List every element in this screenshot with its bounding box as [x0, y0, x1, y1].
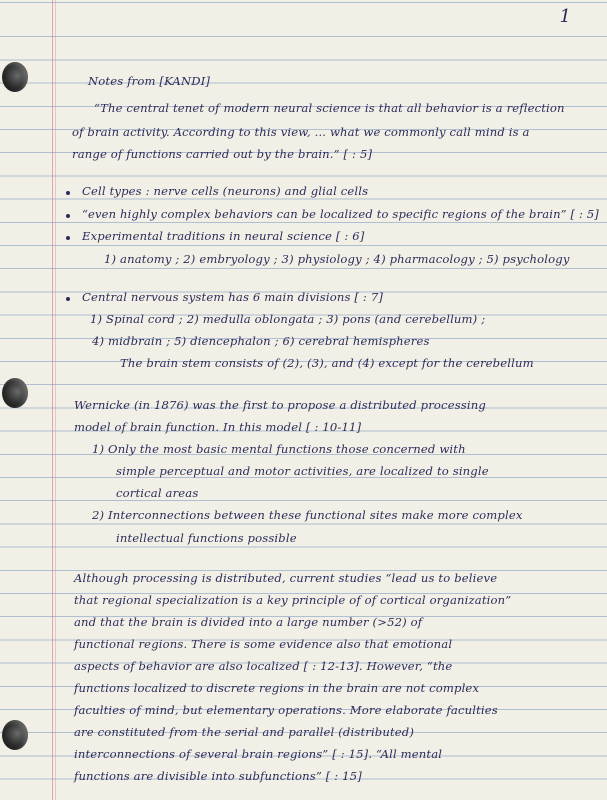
para-line-1: Although processing is distributed, current studies “lead us to believe	[74, 571, 498, 585]
binder-hole-top	[2, 62, 28, 92]
model-point-2a: 2) Interconnections between these functional sites make more complex	[92, 508, 523, 522]
page-number: 1	[559, 6, 571, 27]
experimental-traditions: Experimental traditions in neural science [ : 6]	[82, 229, 365, 243]
tradition-list: 1) anatomy ; 2) embryology ; 3) physiology ; 4) pharmacology ; 5) psychology	[104, 252, 570, 266]
wernicke-line-2: model of brain function. In this model [ : 10-11]	[74, 420, 362, 434]
binder-hole-middle	[2, 378, 28, 408]
para-line-6: functions localized to discrete regions in the brain are not complex	[74, 681, 480, 695]
bullet-complex-behaviors	[66, 214, 70, 218]
para-line-2: that regional specialization is a key principle of of cortical organization”	[74, 593, 512, 607]
model-point-1a: 1) Only the most basic mental functions those concerned with	[92, 442, 466, 456]
quote-line-2: of brain activity. According to this view, ... what we commonly call mind is a	[72, 125, 530, 139]
quote-line-3: range of functions carried out by the brain.” [ : 5]	[72, 147, 373, 161]
cell-types: Cell types : nerve cells (neurons) and glial cells	[82, 184, 369, 198]
bullet-cns	[66, 297, 70, 301]
para-line-10: functions are divisible into subfunctions” [ : 15]	[74, 769, 362, 783]
cns-divisions: Central nervous system has 6 main divisions [ : 7]	[82, 290, 384, 304]
margin-line	[52, 0, 53, 800]
para-line-3: and that the brain is divided into a large number (>52) of	[74, 615, 423, 629]
bullet-cell-types	[66, 191, 70, 195]
brain-stem-note: The brain stem consists of (2), (3), and (4) except for the cerebellum	[120, 356, 534, 370]
binder-hole-bottom	[2, 720, 28, 750]
para-line-5: aspects of behavior are also localized [ : 12-13]. However, “the	[74, 659, 453, 673]
para-line-7: faculties of mind, but elementary operations. More elaborate faculties	[74, 703, 498, 717]
margin-line-inner	[55, 0, 56, 800]
para-line-4: functional regions. There is some evidence also that emotional	[74, 637, 453, 651]
division-list-2: 4) midbrain ; 5) diencephalon ; 6) cerebral hemispheres	[92, 334, 430, 348]
division-list-1: 1) Spinal cord ; 2) medulla oblongata ; 3) pons (and cerebellum) ;	[90, 312, 486, 326]
model-point-2b: intellectual functions possible	[116, 531, 297, 545]
complex-behaviors: “even highly complex behaviors can be localized to specific regions of the brain” [ : 5]	[82, 207, 599, 221]
wernicke-line-1: Wernicke (in 1876) was the first to propose a distributed processing	[74, 398, 486, 412]
bullet-experimental	[66, 236, 70, 240]
para-line-8: are constituted from the serial and parallel (distributed)	[74, 725, 415, 739]
heading-notes: Notes from [KANDI]	[88, 74, 211, 88]
model-point-1c: cortical areas	[116, 486, 199, 500]
model-point-1b: simple perceptual and motor activities, are localized to single	[116, 464, 489, 478]
para-line-9: interconnections of several brain regions” [ : 15]. “All mental	[74, 747, 443, 761]
quote-line-1: “The central tenet of modern neural science is that all behavior is a reflection	[94, 101, 565, 115]
